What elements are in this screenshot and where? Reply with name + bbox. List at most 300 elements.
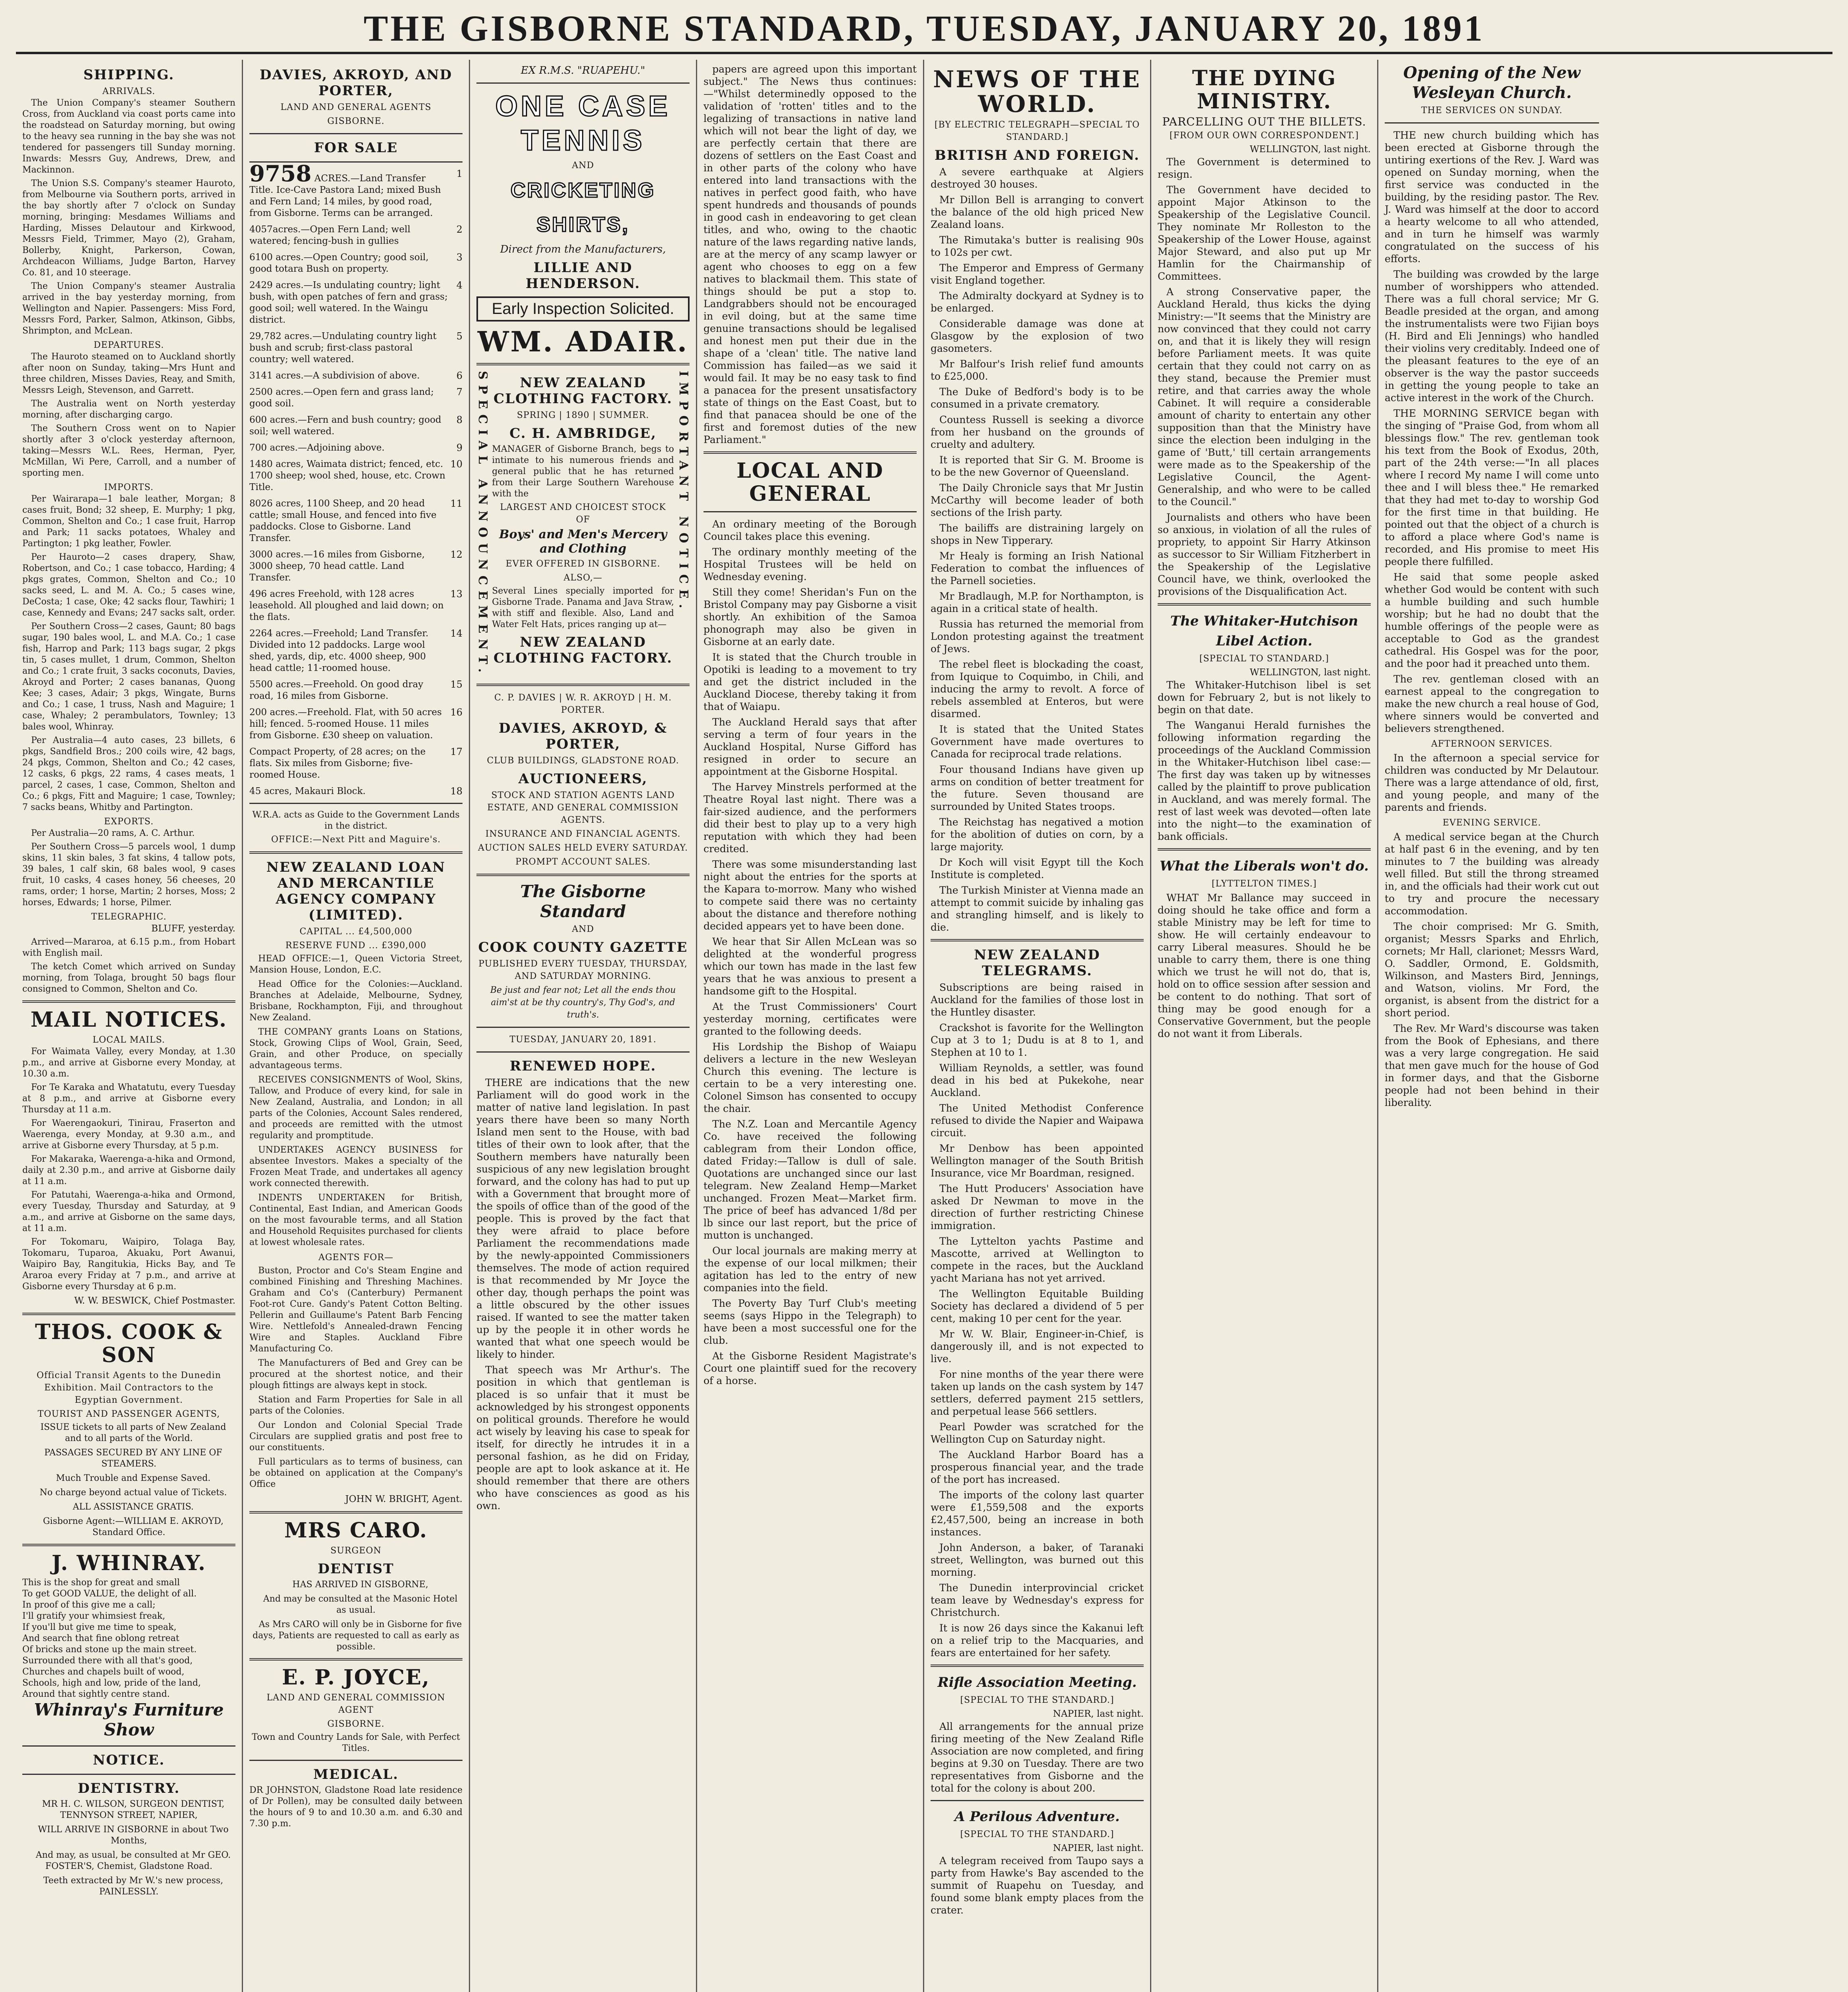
caro-dentist: DENTIST: [317, 1561, 394, 1577]
news-item: It is reported that Sir G. M. Broome is to be the new Governor of Queensland.: [931, 454, 1144, 478]
motto: Be just and fear not; Let all the ends thou aim'st at be thy country's, Thy God's, and truth's.: [490, 985, 676, 1020]
mail-item: For Waimata Valley, every Monday, at 1.30 p.m., and arrive at Gisborne every Monday, at 10.30 a.m.: [22, 1047, 235, 1079]
lot-number: 14: [450, 628, 462, 639]
divider: [249, 851, 462, 854]
local-item: Our local journals are making merry at the expense of our local milkmen; their agitation has led to the entry of new companies into the field.: [704, 1245, 917, 1294]
lot-text: 700 acres.—Adjoining above.: [249, 443, 385, 453]
lot-number: 9: [456, 442, 462, 453]
local-item: The Auckland Herald says that after serving a term of four years in the Auckland Hospital, Nurse Gifford has resigned in order to secure an appointment at the Gisborne Hospital.: [704, 716, 917, 777]
article-paragraph: The Government is determined to resign.: [1158, 156, 1371, 180]
lot-number: 11: [450, 498, 462, 509]
article-paragraph: A strong Conservative paper, the Auckland Herald, thus kicks the dying Ministry:—"It seems that the Ministry are now convinced that they could not carry on, and that it is likely they will resign before Parliament meets. It was quite certain that they could not carry on as they stand, because the Premier must retire, and that carries away the whole Cabinet. It will require a considerable amount of charity to entertain any other supposition than that the Ministry have since the election been indulging in the game of 'Butt,' till certain arrangements were made as to the Speakership of the Legislative Council, the Agent-Generalship, and who were to be called to the Council.": [1158, 286, 1371, 508]
lot-text: 45 acres, Makauri Block.: [249, 786, 366, 796]
property-lot: [249, 280, 462, 326]
arrival-item: The Union Company's steamer Australia arrived in the bay yesterday morning, from Wellington and Napier. Passengers: Miss Ford, Messrs Ford, Parker, Salmon, Atkinson, Gibbs, Shrimpton, and McLean.: [22, 281, 235, 336]
lot-text: 2429 acres.—Is undulating country; light bush, with open patches of fern and grass; good soil; well watered. In the Waingu district.: [249, 280, 448, 325]
lot-number: 10: [450, 459, 462, 470]
divider: [476, 363, 690, 365]
telegraphic-item: Arrived—Mararoa, at 6.15 p.m., from Hobart with English mail.: [22, 937, 235, 958]
news-item: Dr Koch will visit Egypt till the Koch Institute is completed.: [931, 857, 1144, 880]
capital-line: CAPITAL ... £4,500,000: [299, 927, 413, 937]
telegram-item: The Wellington Equitable Building Society has declared a dividend of 5 per cent, making 10 per cent for the year.: [931, 1288, 1144, 1324]
property-lot: [249, 786, 462, 797]
loan-paragraph: Station and Farm Properties for Sale in all parts of the Colonies.: [249, 1395, 462, 1416]
loan-paragraph: HEAD OFFICE:—1, Queen Victoria Street, Mansion House, London, E.C.: [249, 954, 462, 975]
season-line: SPRING | 1890 | SUMMER.: [517, 410, 649, 420]
verse-line: If you'll but give me time to speak,: [22, 1622, 176, 1632]
verse-line: Of bricks and stone up the main street.: [22, 1645, 197, 1655]
loan-paragraph: RECEIVES CONSIGNMENTS of Wool, Skins, Tallow, and Produce of every kind, for sale in New Zealand, Australia, and London; in all parts of the Colonies, Account Sales rendered, and proceeds are remitted with the utmost regularity and promptitude.: [249, 1075, 462, 1141]
news-world-heading: NEWS OF THE WORLD.: [933, 66, 1141, 118]
article-paragraph: The Whitaker-Hutchison libel is set down for February 2, but is not likely to begin on that date.: [1158, 679, 1371, 716]
ex-ruapehu: EX R.M.S. "RUAPEHU.": [521, 65, 645, 76]
news-item: Russia has returned the memorial from London protesting against the treatment of Jews.: [931, 618, 1144, 655]
verse-line: To get GOOD VALUE, the delight of all.: [22, 1589, 197, 1599]
lot-number: 8: [456, 414, 462, 425]
article-paragraph: The choir comprised: Mr G. Smith, organist; Messrs Sparks and Ehrlich, cornets; Mr Hall, clarionet; Messrs Ward, O. Saddler, Ormond, E. Goldsmith, Wilkinson, and Masters Bird, Jennings, and Watson, violins. Mr Ford, the organist, is absent from the district for a short period.: [1385, 921, 1599, 1019]
article-paragraph: The rev. gentleman closed with an earnest appeal to the congregation to make the new church a real house of God, where sinners would be converted and believers strengthened.: [1385, 673, 1599, 734]
local-items: [704, 518, 917, 1387]
prompt-line: PROMPT ACCOUNT SALES.: [515, 857, 651, 867]
joyce-subheading: LAND AND GENERAL COMMISSION AGENT: [267, 1693, 445, 1715]
mail-item: For Tokomaru, Waipiro, Tolaga Bay, Tokomaru, Tuparoa, Akuaku, Port Awanui, Waipiro Bay, Rangitukia, Hicks Bay, and Te Araroa every Friday at 7 p.m., and arrive at Gisborne every Thursday at 6 p.m.: [22, 1237, 235, 1292]
news-item: Considerable damage was done at Glasgow by the explosion of two gasometers.: [931, 318, 1144, 354]
caro-line: As Mrs CARO will only be in Gisborne for five days, Patients are requested to call as early as possible.: [252, 1619, 462, 1652]
property-lot: [249, 679, 462, 702]
loan-paragraph: Buston, Proctor and Co's Steam Engine and combined Finishing and Threshing Machines. Graham and Co's (Canterbury) Permanent Foot-rot Cure. Gandy's Patent Cotton Belting. Pellerin and Guillaume's Patent Barb Fencing Wire. Nettlefold's Annealed-drawn Fencing Wire and Staples. Auckland Fibre Manufacturing Co.: [249, 1266, 462, 1354]
ministry-sub: PARCELLING OUT THE BILLETS.: [1162, 115, 1366, 128]
exports-heading: EXPORTS.: [104, 817, 154, 827]
departure-item: The Australia went on North yesterday morning, after discharging cargo.: [22, 399, 235, 420]
telegraphic-heading: TELEGRAPHIC.: [91, 912, 167, 922]
verse-line: And search that fine oblong retreat: [22, 1633, 180, 1643]
also-line: ALSO,—: [563, 573, 603, 583]
loan-paragraph: INDENTS UNDERTAKEN for British, Continental, East Indian, and American Goods on the most favourable terms, and all Station and Household Requisites purchased for clients at lowest wholesale rates.: [249, 1193, 462, 1247]
column-1: [16, 60, 243, 1992]
local-mails-heading: LOCAL MAILS.: [92, 1035, 165, 1045]
property-lot: [249, 707, 462, 741]
own-correspondent: [FROM OUR OWN CORRESPONDENT.]: [1169, 131, 1359, 141]
lot-text: Compact Property, of 28 acres; on the flats. Six miles from Gisborne; five-roomed House.: [249, 747, 426, 780]
local-item: At the Gisborne Resident Magistrate's Court one plaintiff sued for the recovery of a horse.: [704, 1350, 917, 1386]
verse-line: In proof of this give me a call;: [22, 1600, 156, 1610]
property-lot: [249, 331, 462, 365]
perilous-text: A telegram received from Taupo says a party from Hawke's Bay ascended to the summit of Ruapehu on Tuesday, and found some blank empty places from the crater.: [931, 1855, 1144, 1916]
property-lot-list: [249, 224, 462, 797]
column-3: [470, 60, 697, 1992]
cook-subheading: Official Transit Agents to the Dunedin Exhibition. Mail Contractors to the Egyptian Government.: [36, 1370, 221, 1405]
firm-heading: DAVIES, AKROYD, AND PORTER,: [259, 67, 453, 99]
divider: [704, 511, 917, 512]
local-general-heading: LOCAL AND GENERAL: [736, 459, 884, 506]
nz-clothing-heading: NEW ZEALAND CLOTHING FACTORY.: [493, 375, 673, 407]
divider: [22, 1544, 235, 1546]
for-sale-heading: FOR SALE: [314, 140, 398, 156]
lillie-line: LILLIE AND HENDERSON.: [525, 260, 641, 292]
whitaker-dateline: WELLINGTON, last night.: [1250, 667, 1371, 678]
mail-item: For Patutahi, Waerenga-a-hika and Ormond, every Tuesday, Thursday and Saturday, at 9 a.m., and arrive at Gisborne on the same days, at 11 a.m.: [22, 1190, 235, 1233]
article-paragraph: In the afternoon a special service for children was conducted by Mr Delautour. There was a large attendance of old, first, and young people, and many of the parents and friends.: [1385, 752, 1599, 813]
masthead-rule: [16, 52, 1832, 54]
verse-line: Around that sightly centre stand.: [22, 1689, 170, 1699]
lot-text: 3141 acres.—A subdivision of above.: [249, 371, 420, 381]
rifle-dateline: NAPIER, last night.: [1053, 1709, 1144, 1719]
verse-line: Schools, high and low, pride of the land,: [22, 1678, 201, 1688]
loan-paragraph: Our London and Colonial Special Trade Circulars are supplied gratis and post free to our constituents.: [249, 1420, 462, 1453]
dentist-line: Teeth extracted by Mr W.'s new process, PAINLESSLY.: [43, 1876, 223, 1897]
early-inspection-box: [476, 296, 690, 322]
property-lot: [249, 459, 462, 493]
nz-telegrams-heading: NEW ZEALAND TELEGRAMS.: [974, 947, 1100, 979]
telegram-item: The imports of the colony last quarter were £1,559,508 and the exports £2,457,500, being an increase in both instances.: [931, 1489, 1144, 1538]
news-item: The Duke of Bedford's body is to be consumed in a private crematory.: [931, 386, 1144, 410]
lot-number: 15: [450, 679, 462, 690]
lot-number: 4: [456, 280, 462, 291]
lot-number: 13: [450, 588, 462, 600]
firm-town: GISBORNE.: [327, 116, 385, 126]
ambridge-name: C. H. AMBRIDGE,: [509, 425, 657, 441]
property-lot: [249, 442, 462, 454]
lot-number: 7: [456, 386, 462, 398]
local-item: The Poverty Bay Turf Club's meeting seems (says Hippo in the Telegraph) to have been a most successful one for the club.: [704, 1298, 917, 1346]
news-item: A severe earthquake at Algiers destroyed 30 houses.: [931, 166, 1144, 190]
lot-number: 17: [450, 746, 462, 757]
lot-number: 3: [456, 252, 462, 263]
lot-text: 3000 acres.—16 miles from Gisborne, 3000 sheep, 70 head cattle. Land Transfer.: [249, 549, 425, 583]
and-word: AND: [572, 161, 594, 171]
article-paragraph: The Wanganui Herald furnishes the following information regarding the proceedings of the Auckland Commission in the Whitaker-Hutchison libel case:—The first day was taken up by witnesses called by the plaintiff to prove publication in Auckland, and was merely formal. The rest of last week was devoted—often late into the night—to the examination of bank officials.: [1158, 720, 1371, 842]
tennis-heading: TENNIS: [521, 125, 645, 157]
medical-text: DR JOHNSTON, Gladstone Road late residence of Dr Pollen), may be consulted daily between the hours of 9 to and 10.30 a.m. and 6.30 and 7.30 p.m.: [249, 1785, 462, 1829]
rifle-heading: Rifle Association Meeting.: [937, 1674, 1137, 1690]
property-lot: [249, 386, 462, 410]
column-6: [1151, 60, 1378, 1992]
news-item: Mr Bradlaugh, M.P. for Northampton, is again in a critical state of health.: [931, 590, 1144, 614]
divider: [22, 1000, 235, 1003]
lot-number: 12: [450, 549, 462, 560]
property-lot: [249, 161, 462, 219]
mail-item: For Makaraka, Waerenga-a-hika and Ormond, daily at 2.30 p.m., and arrive at Gisborne daily at 11 a.m.: [22, 1154, 235, 1186]
divider: [476, 1027, 690, 1028]
news-item: Mr Healy is forming an Irish National Federation to combat the influences of the Parnell societies.: [931, 550, 1144, 586]
dentist-line: MR H. C. WILSON, SURGEON DENTIST, TENNYSON STREET, NAPIER,: [42, 1799, 225, 1820]
published-line: PUBLISHED EVERY TUESDAY, THURSDAY, AND SATURDAY MORNING.: [478, 959, 688, 981]
reserve-line: RESERVE FUND ... £390,000: [285, 941, 427, 951]
telegram-item: The Dunedin interprovincial cricket team leave by Wednesday's express for Christchurch.: [931, 1582, 1144, 1618]
mail-item: For Te Karaka and Whatatutu, every Tuesday at 8 p.m., and arrive at Gisborne every Thursday at 11 a.m.: [22, 1082, 235, 1115]
direct-line: Direct from the Manufacturers,: [500, 243, 666, 255]
perilous-dateline: NAPIER, last night.: [1053, 1843, 1144, 1853]
loan-paragraph: THE COMPANY grants Loans on Stations, Stock, Growing Clips of Wool, Grain, Seed, Grain, and other Produce, on specially advantageous terms.: [249, 1027, 462, 1071]
lot-number: 2: [456, 224, 462, 235]
british-foreign-heading: BRITISH AND FOREIGN.: [934, 147, 1140, 163]
verse-line: This is the shop for great and small: [22, 1578, 180, 1588]
property-lot: [249, 628, 462, 674]
auctioneers-heading: AUCTIONEERS,: [518, 771, 648, 787]
dap-heading: DAVIES, AKROYD, & PORTER,: [498, 720, 668, 752]
ever-offered-line: EVER OFFERED IN GISBORNE.: [506, 559, 660, 569]
news-item: The Emperor and Empress of Germany visit England together.: [931, 262, 1144, 286]
property-lot: [249, 549, 462, 584]
liberals-heading: What the Liberals won't do.: [1160, 858, 1369, 874]
local-item: At the Trust Commissioners' Court yesterday morning, certificates were granted to the following deeds.: [704, 1001, 917, 1037]
news-world-sub: [BY ELECTRIC TELEGRAPH—SPECIAL TO STANDARD.]: [934, 120, 1140, 142]
verse-line: I'll gratify your whimsiest freak,: [22, 1611, 165, 1621]
afternoon-heading: AFTERNOON SERVICES.: [1431, 739, 1553, 749]
lead-acreage: 9758: [249, 161, 312, 187]
shipping-heading: SHIPPING.: [83, 67, 174, 83]
article-paragraph: THE MORNING SERVICE began with the singing of "Praise God, from whom all blessings flow." The rev. gentleman took his text from the Book of Exodus, 20th, part of the 24th verse:—"In all places where I record My name I will come unto thee and I will bless thee." He remarked that they had met to-day to worship God for the first time in that building. He pointed out that the object of a church is to afford a place where God's name is recorded, and His promise to meet His people there fulfilled.: [1385, 408, 1599, 567]
local-item: An ordinary meeting of the Borough Council takes place this evening.: [704, 518, 917, 542]
loan-paragraph: The Manufacturers of Bed and Grey can be procured at the shortest notice, and their plough fittings are always kept in stock.: [249, 1358, 462, 1390]
article-paragraph: The building was crowded by the large number of worshippers who attended. There was a full choral service; Mr G. Beadle presided at the organ, and among the instrumentalists were two Fijian boys (H. Bird and Eli Jennings) who handled their violins very creditably. Indeed one of the pleasant features to the eye of an observer is the way the pastor succeeds in getting the young people to take an active interest in the work of the Church.: [1385, 269, 1599, 404]
imports-heading: IMPORTS.: [104, 482, 154, 492]
dentist-line: And may, as usual, be consulted at Mr GEO. FOSTER'S, Chemist, Gladstone Road.: [35, 1850, 231, 1871]
article-paragraph: A medical service began at the Church at half past 6 in the evening, and by ten minutes to 7 the building was already well filled. But still the throng streamed in, and the officials had their work cut out to try and procure the necessary accommodation.: [1385, 831, 1599, 917]
property-lot: [249, 370, 462, 382]
dentist-line: WILL ARRIVE IN GISBORNE in about Two Months,: [38, 1825, 229, 1846]
telegram-item: Pearl Powder was scratched for the Wellington Cup on Saturday night.: [931, 1421, 1144, 1445]
departures-heading: DEPARTURES.: [94, 340, 164, 350]
caro-line: And may be consulted at the Masonic Hotel as usual.: [263, 1594, 458, 1615]
news-item: The Daily Chronicle says that Mr Justin McCarthy will become leader of both sections of the Irish party.: [931, 482, 1144, 518]
lot-text: 1480 acres, Waimata district; fenced, etc. 1700 sheep; wool shed, house, etc. Crown Title.: [249, 459, 445, 492]
property-lot: [249, 414, 462, 437]
export-item: Per Southern Cross—5 parcels wool, 1 dump skins, 11 skin bales, 3 fat skins, 4 tallow pots, 39 bales, 1 calf skin, 68 bales wool, 9 cases fruit, 10 casks, 4 cases honey, 56 cheeses, 20 rams, order; 1 horse, Martin; 2 horses, Moss; 2 horses, Edwards; 1 horse, Pilmer.: [22, 842, 235, 908]
local-item: Still they come! Sheridan's Fun on the Bristol Company may pay Gisborne a visit shortly. An exhibition of the Samoa phonograph may also be given in Gisborne at an early date.: [704, 586, 917, 647]
joyce-town: GISBORNE.: [327, 1719, 385, 1729]
renewed-hope-heading: RENEWED HOPE.: [510, 1058, 657, 1074]
divider: [249, 133, 462, 134]
guide-note: W.R.A. acts as Guide to the Government Lands in the district.: [252, 810, 460, 831]
cook-line: PASSAGES SECURED BY ANY LINE OF STEAMERS.: [44, 1448, 222, 1469]
local-item: The ordinary monthly meeting of the Hospital Trustees will be held on Wednesday evening.: [704, 546, 917, 582]
local-item: It is stated that the Church trouble in Opotiki is leading to a movement to try and get the district included in the Auckland Diocese, thereby taking it from that of Waiapu.: [704, 651, 917, 712]
office-note: OFFICE:—Next Pitt and Maguire's.: [271, 835, 441, 845]
telegram-item: Subscriptions are being raised in Auckland for the families of those lost in the Huntley disaster.: [931, 982, 1144, 1018]
postmaster-signature: W. W. BESWICK, Chief Postmaster.: [74, 1296, 235, 1306]
loan-paragraph: Full particulars as to terms of business, can be obtained on application at the Company's Office: [249, 1457, 462, 1489]
lot-text: 600 acres.—Fern and bush country; good soil; well watered.: [249, 415, 441, 437]
telegram-item: It is now 26 days since the Kakanui left on a relief trip to the Macquaries, and fears are entertained for her safety.: [931, 1622, 1144, 1659]
telegram-item: The Auckland Harbor Board has a prosperous financial year, and the trade of the port has increased.: [931, 1449, 1144, 1485]
mail-notices-heading: MAIL NOTICES.: [30, 1008, 227, 1032]
loan-paragraph: Head Office for the Colonies:—Auckland. Branches at Adelaide, Melbourne, Sydney, Brisbane, Rockhampton, Fiji, and throughout New Zealand.: [249, 979, 462, 1023]
lot-text: 200 acres.—Freehold. Flat, with 50 acres hill; fenced. 5-roomed House. 11 miles from Gisborne. £30 sheep on valuation.: [249, 707, 442, 741]
masthead: THE GISBORNE STANDARD, TUESDAY, JANUARY 20, 1891: [363, 8, 1485, 49]
agent-signature: JOHN W. BRIGHT, Agent.: [345, 1494, 462, 1504]
property-lot: [249, 224, 462, 247]
lot-text: 29,782 acres.—Undulating country light bush and scrub; first-class pastoral country; well watered.: [249, 331, 437, 365]
dap-address: CLUB BUILDINGS, GLADSTONE ROAD.: [487, 755, 679, 766]
divider: [476, 684, 690, 686]
whitaker-sub: [SPECIAL TO STANDARD.]: [1199, 654, 1329, 664]
medical-heading: MEDICAL.: [313, 1767, 399, 1782]
import-item: Per Southern Cross—2 cases, Gaunt; 80 bags sugar, 190 bales wool, L. and M.A. Co.; 1 case fish, Harrop and Park; 113 bags sugar, 2 pkgs tin, 5 cases mullet, 1 drum, Common, Shelton and Co.; 1 crate fruit, 3 sacks coconuts, Davies, Akroyd and Porter; 2 cases bananas, Quong Kee; 3 cases, Adair; 3 pkgs, Wingate, Burns and Co.; 1 case, 1 truss, Nash and Maguire; 1 case, Whaley; 2 perambulators, Townley; 13 bales wool, Whinray.: [22, 622, 235, 732]
article-paragraph: Journalists and others who have been so anxious, in violation of all the rules of propriety, to appoint Sir Harry Atkinson as successor to Sir William Fitzherbert in the Speakership of the Legislative Council have, we think, overlooked the provisions of the Disqualification Act.: [1158, 512, 1371, 597]
rifle-sub: [SPECIAL TO THE STANDARD.]: [960, 1695, 1114, 1705]
divider: [476, 1051, 690, 1053]
column-5: [924, 60, 1151, 1992]
news-item: The Turkish Minister at Vienna made an attempt to commit suicide by inhaling gas and strangling himself, and is likely to die.: [931, 884, 1144, 933]
local-item: The N.Z. Loan and Mercantile Agency Co. have received the following cablegram from their London office, dated Friday:—Tallow is dull of sale. Quotations are unchanged since our last telegram. New Zealand Hemp—Market unchanged. Frozen Meat—Market firm. The price of beef has advanced 1/8d per lb since our last report, but the price of mutton is unchanged.: [704, 1118, 917, 1241]
newspaper-page: [16, 60, 1832, 1992]
verse-line: Surrounded there with all that's good,: [22, 1656, 193, 1666]
news-item: The Admiralty dockyard at Sydney is to be enlarged.: [931, 290, 1144, 314]
dentistry-heading: DENTISTRY.: [78, 1780, 180, 1796]
column-2: [243, 60, 470, 1992]
furniture-show-title: Whinray's Furniture Show: [34, 1700, 224, 1739]
important-notice-stamp: IMPORTANT NOTICE.: [676, 371, 690, 614]
import-item: Per Australia—4 auto cases, 23 billets, 6 pkgs, Sandfield Bros.; 200 coils wire, 42 bags, 24 pkgs, Common, Shelton and Co.; 42 cases, 12 casks, 6 pkgs, 22 rams, 4 cases meats, 1 parcel, 2 cases, 1 case, Common, Shelton and Co.; 6 pkgs, Fitt and Maguire; 1 case, Townley; 7 sacks beans, Whitby and Partington.: [22, 735, 235, 812]
cook-line: ALL ASSISTANCE GRATIS.: [73, 1502, 194, 1512]
whitaker-heading: The Whitaker-Hutchison Libel Action.: [1170, 613, 1358, 649]
stock-line: STOCK AND STATION AGENTS LAND ESTATE, AND GENERAL COMMISSION AGENTS.: [487, 790, 679, 825]
cook-line: Gisborne Agent:—WILLIAM E. AKROYD, Standard Office.: [43, 1516, 224, 1537]
largest-line: LARGEST AND CHOICEST STOCK OF: [500, 502, 666, 525]
divider: [704, 451, 917, 454]
caro-heading: MRS CARO.: [284, 1518, 428, 1543]
opening-heading: Opening of the New Wesleyan Church.: [1403, 63, 1581, 102]
telegram-item: For nine months of the year there were taken up lands on the cash system by 147 settlers, deferred payment 215 settlers, and perpetual lease 566 settlers.: [931, 1369, 1144, 1417]
telegram-item: The United Methodist Conference refused to divide the Napier and Waipawa circuit.: [931, 1102, 1144, 1139]
local-item: There was some misunderstanding last night about the entries for the sports at the Kapara to-morrow. Many who wished to compete said there was no certainty about the distance and therefore nothing decided appears yet to have been done.: [704, 859, 917, 932]
divider: [249, 1511, 462, 1514]
divider: [476, 82, 690, 84]
cook-heading: THOS. COOK & SON: [35, 1320, 223, 1367]
arrival-item: The Union S.S. Company's steamer Hauroto, from Melbourne via Southern ports, arrived in the bay shortly after 7 o'clock on Sunday morning, bringing: Mesdames Williams and Harding, Misses Delautour and Kirkwood, Messrs Field, Trimmer, Mayo (2), Graham, Bollerby, Knight, Parkerson, Cowan, Archdeacon Williams, Judge Barton, Harvey Co. 81, and 10 steerage.: [22, 178, 235, 278]
liberals-sub: [LYTTELTON TIMES.]: [1211, 879, 1317, 889]
article-paragraph: WHAT Mr Ballance may succeed in doing should he take office and form a stable Ministry may be left for time to show. He will certainly endeavour to carry Liberal measures. Should he be unable to carry them, there is one thing which we trust he will not do, that is, hold on to office session after session and be content to do nothing. That sort of thing may be good enough for a Conservative Government, but the people do not want it from Liberals.: [1158, 892, 1371, 1039]
divider: [476, 874, 690, 876]
whinray-heading: J. WHINRAY.: [51, 1551, 206, 1575]
telegram-item: The Lyttelton yachts Pastime and Mascotte, arrived at Wellington to compete in the races, but the Auckland yacht Mariana has not yet arrived.: [931, 1235, 1144, 1284]
departure-item: The Hauroto steamed on to Auckland shortly after noon on Sunday, taking—Mrs Hunt and three children, Misses Davies, Reay, and Smith, Messrs Leigh, Stevenson, and Garrett.: [22, 352, 235, 395]
divider: [931, 1665, 1144, 1667]
news-item: The Rimutaka's butter is realising 90s to 102s per cwt.: [931, 234, 1144, 258]
agents-for-heading: AGENTS FOR—: [318, 1253, 394, 1263]
article-paragraph: He said that some people asked whether God would be content with such a humble building and such humble worship; but he had no doubt that the humble offerings of the people were as acceptable to God as the grandest cathedral. His Gospel was for the poor, and the poor had it preached unto them.: [1385, 571, 1599, 669]
boys-mens-line: Boys' and Men's Mercery and Clothing: [499, 527, 667, 556]
lot-text: 2264 acres.—Freehold; Land Transfer. Divided into 12 paddocks. Large wool shed, yards, dip, etc. 4000 sheep, 900 head cattle; 11-roomed house.: [249, 628, 429, 673]
article-paragraph: The Rev. Mr Ward's discourse was taken from the Book of Ephesians, and there was a very large congregation. He said that men gave much for the house of God in former days, and that the Gisborne people had not been behind in their liberality.: [1385, 1023, 1599, 1108]
export-item: Per Australia—20 rams, A. C. Arthur.: [31, 828, 195, 838]
divider: [22, 1745, 235, 1747]
panama-text: Several Lines specially imported for Gisborne Trade. Panama and Java Straw, with stiff and flexible. Also, Land and Water Felt Hats, prices ranging up at—: [492, 586, 674, 629]
lot-number: 16: [450, 707, 462, 718]
rifle-text: All arrangements for the annual prize firing meeting of the New Zealand Rifle Association are now completed, and firing begins at 9.30 on Tuesday. There are two representatives from Gisborne and the total for the colony is about 200.: [931, 1721, 1144, 1794]
joyce-heading: E. P. JOYCE,: [282, 1665, 430, 1690]
divider: [22, 1774, 235, 1775]
divider: [931, 1800, 1144, 1801]
lot-number: 18: [450, 786, 462, 797]
property-lot: [249, 746, 462, 781]
cook-line: No charge beyond actual value of Tickets.: [39, 1488, 227, 1498]
telegraphic-item: The ketch Comet which arrived on Sunday morning, from Tolaga, brought 50 bags flour consigned to Common, Shelton and Co.: [22, 962, 235, 994]
article-paragraph: THE new church building which has been erected at Gisborne through the untiring exertions of the Rev. J. Ward was opened on Sunday morning, when the first service was conducted in the building, by the residing pastor. The Rev. J. Ward was himself at the door to accord a hearty welcome to all who attended, and in turn he himself was warmly congratulated on the success of his efforts.: [1385, 129, 1599, 265]
divider: [249, 803, 462, 804]
divider: [22, 1313, 235, 1315]
lot-number: 1: [456, 168, 462, 179]
news-item: Mr Dillon Bell is arranging to convert the balance of the old high priced New Zealand loans.: [931, 194, 1144, 230]
lot-text: ACRES.—Land Transfer Title. Ice-Cave Pastora Land; mixed Bush and Fern Land; 14 miles, by good road, from Gisborne. Terms can be arranged.: [249, 173, 441, 218]
import-item: Per Hauroto—2 cases drapery, Shaw, Robertson, and Co.; 1 case tobacco, Harding; 4 pkgs grates, Common, Shelton and Co.; 10 sacks seed, L. and M. A. Co.; 5 cases wine, DeCosta; 1 case, Oke; 42 sacks flour, Tawhiri; 1 case, Kennedy and Evans; 247 sacks salt, order.: [22, 552, 235, 618]
cook-line: ISSUE tickets to all parts of New Zealand and to all parts of the World.: [40, 1422, 226, 1443]
divider: [931, 939, 1144, 941]
one-case-heading: ONE CASE: [495, 90, 671, 122]
ministry-dateline: WELLINGTON, last night.: [1250, 144, 1371, 155]
article-paragraph: papers are agreed upon this important subject." The News thus continues:—"Whilst determinedly opposed to the validation of 'rotten' titles and to the legalizing of transactions in native land which will not bear the light of day, we are perfectly certain that there are dozens of settlers on the East Coast and in other parts of the colony who have entered into land transactions with the natives in perfect good faith, who have spent hundreds and thousands of pounds in good cash in endeavoring to get clean titles, and who, owing to the chaotic nature of the laws regarding native lands, are at the mercy of any scamp lawyer or agent who chooses to egg on a few natives to blackmail them. This state of things should be put a stop to. Landgrabbers should not be encouraged in evil doing, but at the same time genuine transactions should be legalised and honest men put their due in the shape of a 'clean' title. The native land Commission has failed—as we said it would fail. It may be no easy task to find a panacea for the present unsatisfactory state of things on the East Coast, but to find that panacea should be one of the first and foremost duties of the new Parliament.": [704, 63, 917, 445]
property-lot: [249, 252, 462, 275]
property-lot: [249, 588, 462, 623]
property-lot: [249, 498, 462, 544]
lot-text: 4057acres.—Open Fern Land; well watered; fencing-bush in gullies: [249, 224, 411, 246]
telegram-item: Mr Denbow has been appointed Wellington manager of the South British Insurance, vice Mr Boardman, resigned.: [931, 1143, 1144, 1179]
gazette-title: COOK COUNTY GAZETTE: [478, 939, 688, 955]
article-paragraph: The Government have decided to appoint Major Atkinson to the Speakership of the Legislative Council. They nominate Mr Rolleston to the Speakership of the Lower House, against Major Steward, and also put up Mr Hamlin for the Chairmanship of Committees.: [1158, 184, 1371, 282]
british-items: [931, 166, 1144, 933]
perilous-heading: A Perilous Adventure.: [954, 1809, 1120, 1825]
ministry-heading: THE DYING MINISTRY.: [1192, 66, 1337, 114]
auction-line: AUCTION SALES HELD EVERY SATURDAY.: [478, 843, 688, 853]
lot-text: 496 acres Freehold, with 128 acres leasehold. All ploughed and laid down; on the flats.: [249, 589, 444, 622]
caro-line: HAS ARRIVED IN GISBORNE,: [292, 1580, 429, 1590]
joyce-text: Town and Country Lands for Sale, with Perfect Titles.: [252, 1732, 460, 1753]
issue-date: TUESDAY, JANUARY 20, 1891.: [510, 1034, 657, 1045]
caro-subheading: SURGEON: [330, 1546, 382, 1556]
paper-title: The Gisborne Standard: [520, 881, 646, 921]
arrivals-heading: ARRIVALS.: [102, 86, 155, 96]
telegram-item: William Reynolds, a settler, was found dead in his bed at Pukekohe, near Auckland.: [931, 1062, 1144, 1098]
import-item: Per Wairarapa—1 bale leather, Morgan; 8 cases fruit, Bond; 32 sheep, E. Murphy; 1 pkg, Common, Shelton and Co.; 1 case fruit, Harrop and Park; 11 sacks potatoes, Whaley and Partington; 1 pkg leather, Fowler.: [22, 494, 235, 549]
divider: [1158, 848, 1371, 851]
telegram-item: The Hutt Producers' Association have asked Dr Newman to move in the direction of further restricting Chinese immigration.: [931, 1183, 1144, 1231]
arrival-item: The Union Company's steamer Southern Cross, from Auckland via coast ports came into the roadstead on Saturday morning, but owing to the heavy sea running in the bay she was not tendered for passengers till Sunday morning. Inwards: Messrs Guy, Andrews, Drew, and Mackinnon.: [22, 98, 235, 175]
cook-line: Much Trouble and Expense Saved.: [56, 1473, 211, 1483]
cook-agents-line: TOURIST AND PASSENGER AGENTS,: [37, 1409, 220, 1419]
cricketing-heading: CRICKETING SHIRTS,: [510, 179, 656, 236]
ambridge-text: MANAGER of Gisborne Branch, begs to intimate to his numerous friends and general public that he has returned from their Large Southern Warehouse with the: [492, 444, 674, 499]
firm-subheading: LAND AND GENERAL AGENTS: [280, 102, 431, 112]
insurance-line: INSURANCE AND FINANCIAL AGENTS.: [485, 829, 681, 839]
telegram-item: Crackshot is favorite for the Wellington Cup at 3 to 1; Dudu is at 8 to 1, and Stephen at 10 to 1.: [931, 1022, 1144, 1058]
telegram-item: John Anderson, a baker, of Taranaki street, Wellington, was burned out this morning.: [931, 1542, 1144, 1578]
news-item: The bailiffs are distraining largely on shops in New Tipperary.: [931, 522, 1144, 546]
lot-text: 6100 acres.—Open Country; good soil, good totara Bush on property.: [249, 252, 429, 274]
news-item: The Reichstag has negatived a motion for the abolition of duties on corn, by a large majority.: [931, 816, 1144, 853]
verse-line: Churches and chapels built of wood,: [22, 1667, 184, 1677]
news-item: It is stated that the United States Government have made overtures to Canada for reciprocal trade relations.: [931, 723, 1144, 760]
news-item: The rebel fleet is blockading the coast, from Iquique to Coquimbo, in Chili, and inducing the army to revolt. A force of rebels assembled at Enteros, but were disarmed.: [931, 659, 1144, 720]
services-sub: THE SERVICES ON SUNDAY.: [1421, 106, 1563, 116]
partners-line: C. P. DAVIES | W. R. AKROYD | H. M. PORTER.: [494, 692, 672, 715]
nz-clothing-footer: NEW ZEALAND CLOTHING FACTORY.: [493, 634, 673, 666]
article-paragraph: THERE are indications that the new Parliament will do good work in the matter of native land legislation. In past years there have been so many North Island men sent to the House, with bad titles of their own to look after, that the Southern members have naturally been suspicious of any new legislation brought forward, and the colony has had to put up with a Government that brought more of the spoils of office than of the good of the people. This is proved by the fact that they were afraid to place before Parliament the recommendations made by the newly-appointed Commissioners themselves. The mode of action required is that recommended by Mr Joyce the other day, though perhaps the point was a little obscured by the other issues raised. If wanted to see the matter taken up by the people it in other words he wanted that what one speech would be likely to hinder.: [476, 1076, 690, 1360]
local-item: The Harvey Minstrels performed at the Theatre Royal last night. There was a fair-sized audience, and the performers did their best to play up to a very high reputation with which they had been credited.: [704, 781, 917, 855]
column-4: [697, 60, 924, 1992]
article-paragraph: That speech was Mr Arthur's. The position in which that gentleman is placed is so unfair that it must be acknowledged by his strongest opponents on political grounds. Therefore he would act wisely by leaving his case to speak for itself, for directly he intrudes it in a personal fashion, as he did on Friday, people are apt to look askance at it. He should remember that there are others who have consciences as good as his own.: [476, 1364, 690, 1512]
lot-text: 2500 acres.—Open fern and grass land; good soil.: [249, 387, 434, 409]
adair-heading: WM. ADAIR.: [477, 325, 689, 358]
perilous-sub: [SPECIAL TO THE STANDARD.]: [960, 1829, 1114, 1839]
local-item: His Lordship the Bishop of Waiapu delivers a lecture in the new Wesleyan Church this evening. The lecture is certain to be a very interesting one. Colonel Simson has consented to occupy the chair.: [704, 1041, 917, 1114]
nzt-items: [931, 981, 1144, 1659]
news-item: Four thousand Indians have given up arms on condition of better treatment for the future. Seven thousand are surrounded by United States troops.: [931, 764, 1144, 812]
lot-number: 6: [456, 370, 462, 381]
lot-text: 5500 acres.—Freehold. On good dray road, 16 miles from Gisborne.: [249, 679, 423, 701]
lot-text: 8026 acres, 1100 Sheep, and 20 head cattle; small House, and fenced into five paddocks. Close to Gisborne. Land Transfer.: [249, 498, 437, 543]
divider: [1158, 603, 1371, 606]
